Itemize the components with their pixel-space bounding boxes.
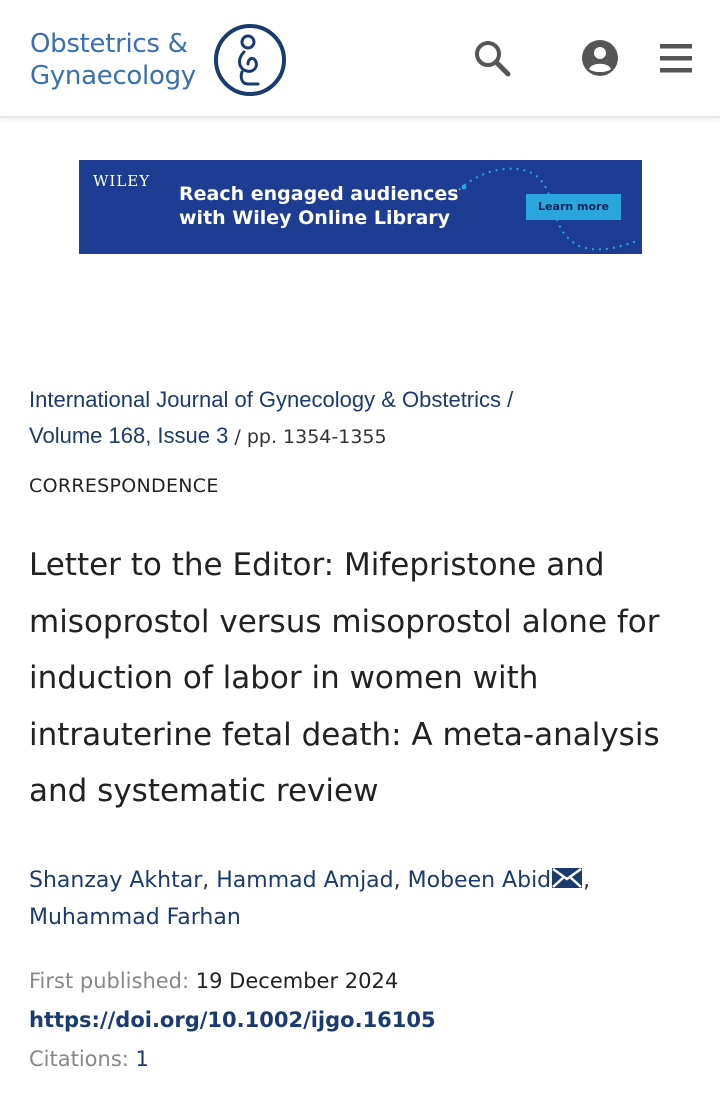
learn-more-button[interactable]: Learn more bbox=[526, 194, 621, 220]
account-icon[interactable] bbox=[580, 36, 620, 80]
brand-line-1: Obstetrics & bbox=[30, 29, 188, 59]
article-title: Letter to the Editor: Mifepristone and misoprostol versus misoprostol alone for induction of labor in women with intrauterine fetal death: A meta-analysis and systematic review bbox=[29, 547, 660, 809]
brand-line-2: Gynaecology bbox=[30, 61, 196, 91]
site-header bbox=[0, 0, 720, 118]
author-link[interactable]: Mobeen Abid bbox=[407, 868, 552, 893]
ad-line-2: with Wiley Online Library bbox=[179, 207, 451, 229]
first-published-date: 19 December 2024 bbox=[195, 969, 399, 993]
journal-brand[interactable] bbox=[30, 28, 196, 92]
ad-line-1: Reach engaged audiences bbox=[179, 183, 459, 205]
author-list: Shanzay Akhtar, Hammad Amjad, Mobeen Abid , Muhammad Farhan bbox=[29, 868, 591, 930]
email-icon[interactable] bbox=[551, 867, 583, 889]
publication-meta bbox=[29, 962, 699, 1079]
doi-row bbox=[29, 1001, 699, 1040]
first-published-row bbox=[29, 962, 699, 1001]
author-link[interactable]: Shanzay Akhtar bbox=[29, 868, 203, 893]
first-published-label: First published: bbox=[29, 969, 190, 993]
article-type: CORRESPONDENCE bbox=[29, 475, 219, 497]
search-icon[interactable] bbox=[472, 36, 512, 80]
breadcrumb-separator: / bbox=[501, 387, 514, 412]
issue-link[interactable]: Volume 168, Issue 3 bbox=[29, 423, 229, 448]
doi-link[interactable]: https://doi.org/10.1002/ijgo.16105 bbox=[29, 1008, 436, 1032]
ad-headline bbox=[179, 182, 459, 230]
menu-icon[interactable] bbox=[656, 36, 696, 80]
pages-value: pp. 1354-1355 bbox=[246, 426, 387, 448]
citations-count[interactable]: 1 bbox=[135, 1047, 149, 1071]
page-range: / pp. 1354-1355 bbox=[228, 426, 387, 448]
logo-icon[interactable] bbox=[212, 22, 288, 98]
author-link[interactable]: Muhammad Farhan bbox=[29, 905, 241, 930]
breadcrumb bbox=[29, 382, 689, 455]
ad-banner[interactable] bbox=[79, 160, 642, 254]
author-link[interactable]: Hammad Amjad bbox=[216, 868, 394, 893]
citations-label: Citations: bbox=[29, 1047, 129, 1071]
citations-row bbox=[29, 1040, 699, 1079]
journal-link[interactable]: International Journal of Gynecology & Obstetrics bbox=[29, 387, 502, 412]
ad-brand: WILEY bbox=[93, 172, 151, 190]
